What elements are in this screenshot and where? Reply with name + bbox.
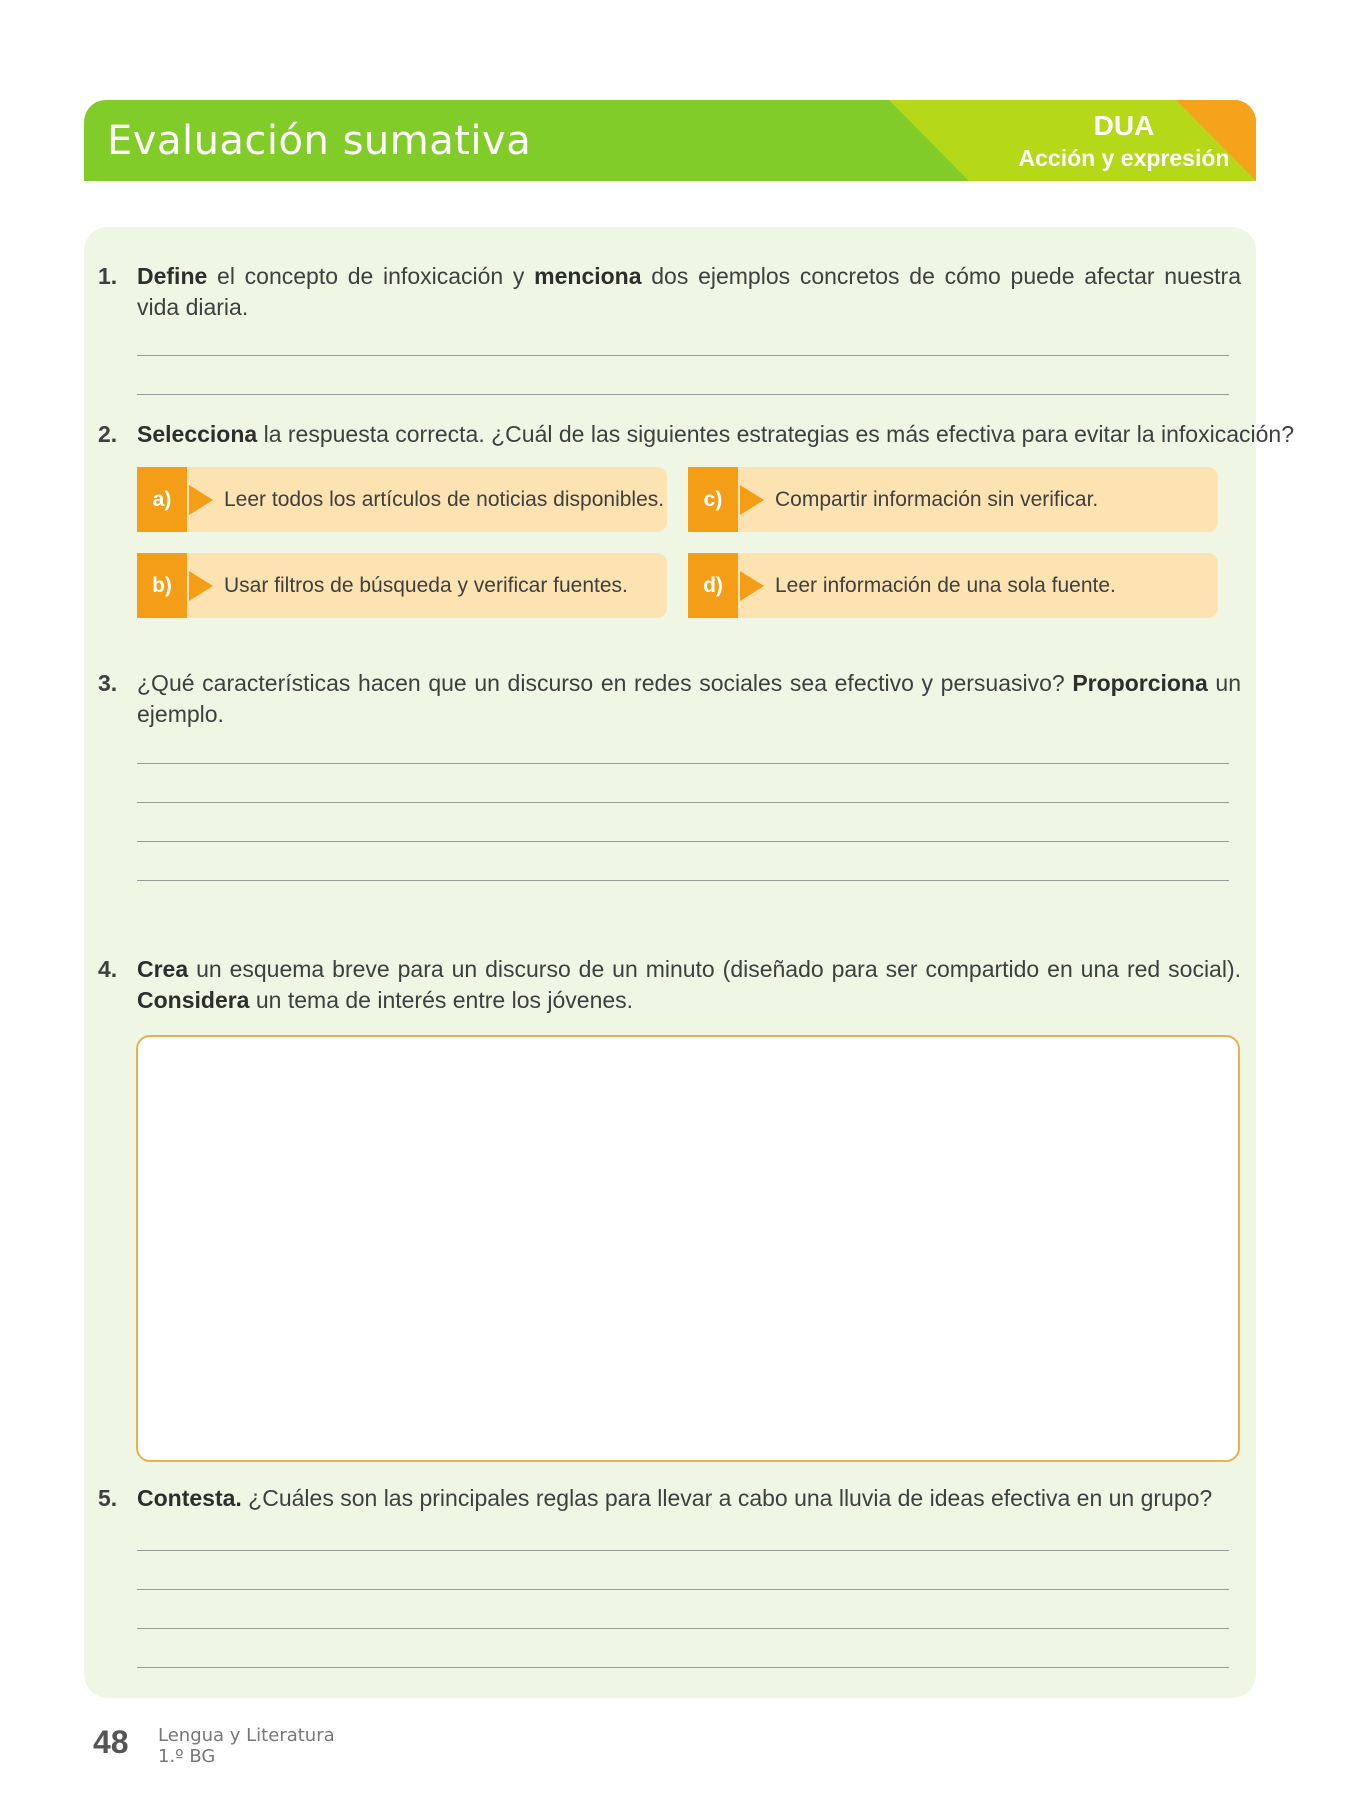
question-text: ¿Qué características hacen que un discurso en redes sociales sea efectivo y persuasivo? Proporciona un ejemplo. [137,670,1241,727]
option-text: Leer información de una sola fuente. [775,574,1116,597]
question-5 [98,1483,1241,1514]
option-b[interactable] [137,553,667,618]
answer-line[interactable] [137,1628,1229,1629]
answer-line[interactable] [137,1667,1229,1668]
page-title: Evaluación sumativa [107,118,532,164]
footer-grade: 1.º BG [158,1746,216,1767]
section-header [84,100,1256,181]
option-text: Usar filtros de búsqueda y verificar fuentes. [224,574,628,597]
option-letter: d) [688,553,738,618]
question-text: Crea un esquema breve para un discurso de un minuto (diseñado para ser compartido en una red social). Considera un tema de interés entre los jóvenes. [137,956,1241,1013]
option-c[interactable] [688,467,1218,532]
play-arrow-icon [189,571,213,601]
footer-subject: Lengua y Literatura [158,1725,335,1746]
question-3 [98,668,1241,730]
question-1 [98,261,1241,323]
option-letter: b) [137,553,187,618]
play-arrow-icon [189,485,213,515]
option-a[interactable] [137,467,667,532]
answer-line[interactable] [137,802,1229,803]
answer-line[interactable] [137,355,1229,356]
question-number: 1. [98,263,118,289]
question-number: 5. [98,1485,118,1511]
question-number: 4. [98,956,118,982]
answer-box[interactable] [136,1035,1240,1462]
option-text: Compartir información sin verificar. [775,488,1099,511]
play-arrow-icon [740,571,764,601]
question-text: Selecciona la respuesta correcta. ¿Cuál de las siguientes estrategias es más efectiva para evitar la infoxicación? [137,421,1294,447]
option-d[interactable] [688,553,1218,618]
dua-badge-subtitle: Acción y expresión [1018,145,1230,171]
question-number: 2. [98,421,118,447]
answer-line[interactable] [137,1550,1229,1551]
answer-line[interactable] [137,1589,1229,1590]
option-text: Leer todos los artículos de noticias disponibles. [224,488,665,511]
page-number: 48 [93,1724,129,1760]
option-letter: a) [137,467,187,532]
question-4 [98,954,1241,1016]
option-letter: c) [688,467,738,532]
answer-line[interactable] [137,880,1229,881]
question-text: Define el concepto de infoxicación y menciona dos ejemplos concretos de cómo puede afectar nuestra vida diaria. [137,263,1241,320]
play-arrow-icon [740,485,764,515]
question-2 [98,419,1294,450]
question-text: Contesta. ¿Cuáles son las principales reglas para llevar a cabo una lluvia de ideas efectiva en un grupo? [137,1485,1213,1511]
answer-line[interactable] [137,394,1229,395]
question-number: 3. [98,670,118,696]
dua-badge-title: DUA [1093,110,1155,141]
answer-line[interactable] [137,841,1229,842]
answer-line[interactable] [137,763,1229,764]
